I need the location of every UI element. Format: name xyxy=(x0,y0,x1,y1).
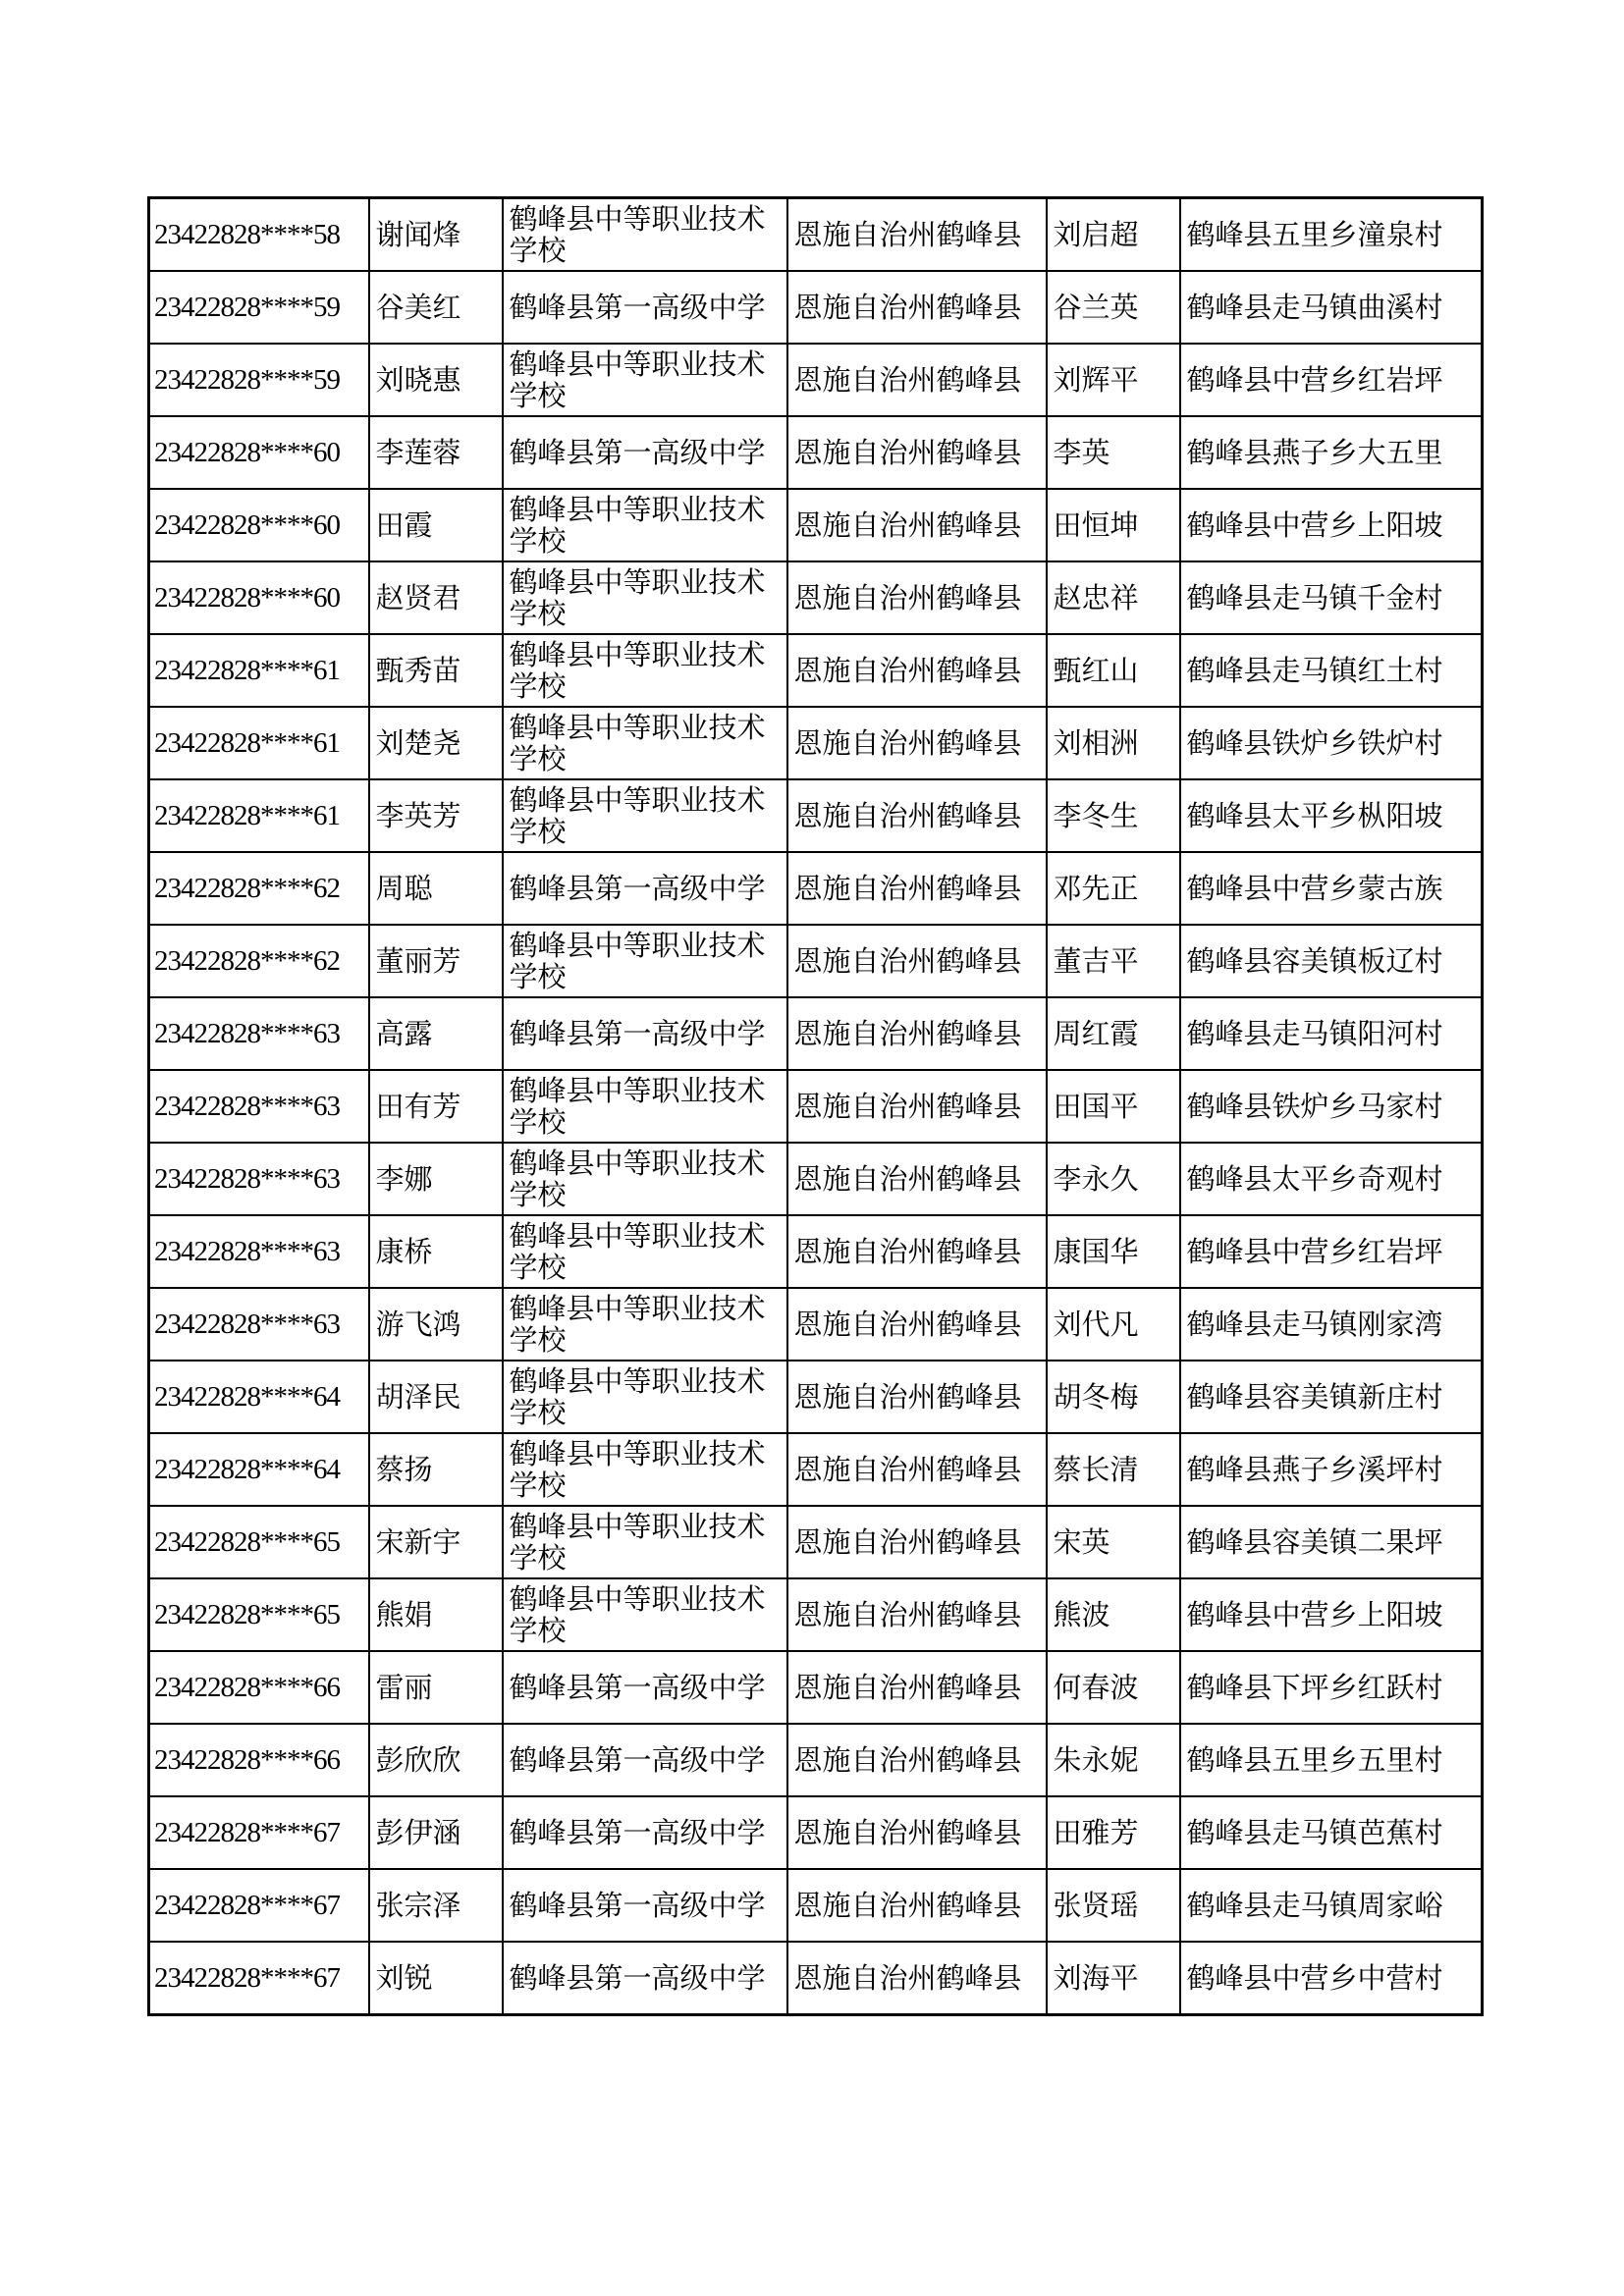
id-number-cell: 23422828****67 xyxy=(149,1796,369,1869)
student-name-cell: 宋新宇 xyxy=(369,1506,503,1578)
student-name-cell: 赵贤君 xyxy=(369,561,503,634)
table-row xyxy=(149,852,1483,925)
student-name-cell: 彭伊涵 xyxy=(369,1796,503,1869)
school-cell: 鹤峰县中等职业技术学校 xyxy=(503,561,787,634)
roster-table xyxy=(147,196,1484,2016)
table-row xyxy=(149,1361,1483,1433)
school-cell: 鹤峰县中等职业技术学校 xyxy=(503,1143,787,1215)
guardian-name-cell: 刘启超 xyxy=(1047,198,1180,272)
guardian-name-cell: 朱永妮 xyxy=(1047,1724,1180,1796)
region-cell: 恩施自治州鹤峰县 xyxy=(787,1070,1047,1143)
school-cell: 鹤峰县第一高级中学 xyxy=(503,1724,787,1796)
address-cell: 鹤峰县走马镇刚家湾 xyxy=(1180,1288,1483,1361)
region-cell: 恩施自治州鹤峰县 xyxy=(787,925,1047,997)
address-cell: 鹤峰县走马镇周家峪 xyxy=(1180,1869,1483,1942)
address-cell: 鹤峰县中营乡红岩坪 xyxy=(1180,344,1483,416)
address-cell: 鹤峰县中营乡上阳坡 xyxy=(1180,489,1483,561)
id-number-cell: 23422828****62 xyxy=(149,852,369,925)
table-row xyxy=(149,416,1483,489)
address-cell: 鹤峰县走马镇千金村 xyxy=(1180,561,1483,634)
table-row xyxy=(149,271,1483,344)
student-name-cell: 胡泽民 xyxy=(369,1361,503,1433)
table-row xyxy=(149,1869,1483,1942)
guardian-name-cell: 邓先正 xyxy=(1047,852,1180,925)
guardian-name-cell: 谷兰英 xyxy=(1047,271,1180,344)
id-number-cell: 23422828****60 xyxy=(149,561,369,634)
school-cell: 鹤峰县中等职业技术学校 xyxy=(503,925,787,997)
id-number-cell: 23422828****61 xyxy=(149,779,369,852)
guardian-name-cell: 刘代凡 xyxy=(1047,1288,1180,1361)
id-number-cell: 23422828****61 xyxy=(149,707,369,779)
table-row xyxy=(149,1578,1483,1651)
guardian-name-cell: 董吉平 xyxy=(1047,925,1180,997)
student-name-cell: 李娜 xyxy=(369,1143,503,1215)
id-number-cell: 23422828****61 xyxy=(149,634,369,707)
table-row xyxy=(149,997,1483,1070)
school-cell: 鹤峰县中等职业技术学校 xyxy=(503,1070,787,1143)
address-cell: 鹤峰县容美镇新庄村 xyxy=(1180,1361,1483,1433)
student-name-cell: 董丽芳 xyxy=(369,925,503,997)
region-cell: 恩施自治州鹤峰县 xyxy=(787,634,1047,707)
address-cell: 鹤峰县中营乡蒙古族 xyxy=(1180,852,1483,925)
region-cell: 恩施自治州鹤峰县 xyxy=(787,1143,1047,1215)
school-cell: 鹤峰县第一高级中学 xyxy=(503,1651,787,1724)
address-cell: 鹤峰县燕子乡大五里 xyxy=(1180,416,1483,489)
school-cell: 鹤峰县第一高级中学 xyxy=(503,997,787,1070)
table-row xyxy=(149,1506,1483,1578)
table-row xyxy=(149,1651,1483,1724)
address-cell: 鹤峰县容美镇板辽村 xyxy=(1180,925,1483,997)
region-cell: 恩施自治州鹤峰县 xyxy=(787,1288,1047,1361)
region-cell: 恩施自治州鹤峰县 xyxy=(787,1506,1047,1578)
guardian-name-cell: 田恒坤 xyxy=(1047,489,1180,561)
table-row xyxy=(149,779,1483,852)
address-cell: 鹤峰县太平乡奇观村 xyxy=(1180,1143,1483,1215)
school-cell: 鹤峰县中等职业技术学校 xyxy=(503,489,787,561)
table-row xyxy=(149,925,1483,997)
school-cell: 鹤峰县第一高级中学 xyxy=(503,1942,787,2015)
student-name-cell: 刘晓惠 xyxy=(369,344,503,416)
id-number-cell: 23422828****63 xyxy=(149,1070,369,1143)
table-row xyxy=(149,1215,1483,1288)
student-name-cell: 田霞 xyxy=(369,489,503,561)
id-number-cell: 23422828****64 xyxy=(149,1433,369,1506)
school-cell: 鹤峰县中等职业技术学校 xyxy=(503,1578,787,1651)
table-row xyxy=(149,561,1483,634)
address-cell: 鹤峰县下坪乡红跃村 xyxy=(1180,1651,1483,1724)
region-cell: 恩施自治州鹤峰县 xyxy=(787,1433,1047,1506)
table-row xyxy=(149,344,1483,416)
table-row xyxy=(149,1433,1483,1506)
region-cell: 恩施自治州鹤峰县 xyxy=(787,1578,1047,1651)
region-cell: 恩施自治州鹤峰县 xyxy=(787,1215,1047,1288)
student-name-cell: 高露 xyxy=(369,997,503,1070)
guardian-name-cell: 张贤瑶 xyxy=(1047,1869,1180,1942)
address-cell: 鹤峰县容美镇二果坪 xyxy=(1180,1506,1483,1578)
guardian-name-cell: 刘辉平 xyxy=(1047,344,1180,416)
student-name-cell: 谢闻烽 xyxy=(369,198,503,272)
school-cell: 鹤峰县第一高级中学 xyxy=(503,416,787,489)
id-number-cell: 23422828****66 xyxy=(149,1724,369,1796)
id-number-cell: 23422828****65 xyxy=(149,1506,369,1578)
region-cell: 恩施自治州鹤峰县 xyxy=(787,1651,1047,1724)
id-number-cell: 23422828****63 xyxy=(149,1288,369,1361)
school-cell: 鹤峰县中等职业技术学校 xyxy=(503,1215,787,1288)
guardian-name-cell: 康国华 xyxy=(1047,1215,1180,1288)
guardian-name-cell: 熊波 xyxy=(1047,1578,1180,1651)
student-name-cell: 张宗泽 xyxy=(369,1869,503,1942)
id-number-cell: 23422828****65 xyxy=(149,1578,369,1651)
table-row xyxy=(149,1724,1483,1796)
student-name-cell: 刘楚尧 xyxy=(369,707,503,779)
id-number-cell: 23422828****59 xyxy=(149,344,369,416)
student-name-cell: 周聪 xyxy=(369,852,503,925)
address-cell: 鹤峰县燕子乡溪坪村 xyxy=(1180,1433,1483,1506)
student-name-cell: 熊娟 xyxy=(369,1578,503,1651)
address-cell: 鹤峰县铁炉乡铁炉村 xyxy=(1180,707,1483,779)
region-cell: 恩施自治州鹤峰县 xyxy=(787,1942,1047,2015)
id-number-cell: 23422828****67 xyxy=(149,1869,369,1942)
region-cell: 恩施自治州鹤峰县 xyxy=(787,344,1047,416)
region-cell: 恩施自治州鹤峰县 xyxy=(787,852,1047,925)
roster-table-body xyxy=(149,198,1483,2015)
address-cell: 鹤峰县太平乡枞阳坡 xyxy=(1180,779,1483,852)
student-name-cell: 彭欣欣 xyxy=(369,1724,503,1796)
id-number-cell: 23422828****63 xyxy=(149,1215,369,1288)
student-name-cell: 李英芳 xyxy=(369,779,503,852)
student-name-cell: 蔡扬 xyxy=(369,1433,503,1506)
id-number-cell: 23422828****66 xyxy=(149,1651,369,1724)
address-cell: 鹤峰县走马镇阳河村 xyxy=(1180,997,1483,1070)
address-cell: 鹤峰县走马镇红土村 xyxy=(1180,634,1483,707)
guardian-name-cell: 蔡长清 xyxy=(1047,1433,1180,1506)
school-cell: 鹤峰县第一高级中学 xyxy=(503,1796,787,1869)
school-cell: 鹤峰县中等职业技术学校 xyxy=(503,198,787,272)
guardian-name-cell: 田雅芳 xyxy=(1047,1796,1180,1869)
school-cell: 鹤峰县第一高级中学 xyxy=(503,1869,787,1942)
region-cell: 恩施自治州鹤峰县 xyxy=(787,416,1047,489)
student-name-cell: 谷美红 xyxy=(369,271,503,344)
table-row xyxy=(149,634,1483,707)
school-cell: 鹤峰县中等职业技术学校 xyxy=(503,1433,787,1506)
address-cell: 鹤峰县走马镇曲溪村 xyxy=(1180,271,1483,344)
id-number-cell: 23422828****62 xyxy=(149,925,369,997)
school-cell: 鹤峰县中等职业技术学校 xyxy=(503,1506,787,1578)
region-cell: 恩施自治州鹤峰县 xyxy=(787,779,1047,852)
table-row xyxy=(149,1796,1483,1869)
id-number-cell: 23422828****63 xyxy=(149,997,369,1070)
guardian-name-cell: 李永久 xyxy=(1047,1143,1180,1215)
school-cell: 鹤峰县中等职业技术学校 xyxy=(503,1288,787,1361)
region-cell: 恩施自治州鹤峰县 xyxy=(787,1361,1047,1433)
student-name-cell: 李莲蓉 xyxy=(369,416,503,489)
id-number-cell: 23422828****63 xyxy=(149,1143,369,1215)
school-cell: 鹤峰县中等职业技术学校 xyxy=(503,634,787,707)
guardian-name-cell: 刘海平 xyxy=(1047,1942,1180,2015)
id-number-cell: 23422828****60 xyxy=(149,416,369,489)
id-number-cell: 23422828****58 xyxy=(149,198,369,272)
region-cell: 恩施自治州鹤峰县 xyxy=(787,707,1047,779)
region-cell: 恩施自治州鹤峰县 xyxy=(787,1796,1047,1869)
school-cell: 鹤峰县第一高级中学 xyxy=(503,852,787,925)
region-cell: 恩施自治州鹤峰县 xyxy=(787,271,1047,344)
guardian-name-cell: 李冬生 xyxy=(1047,779,1180,852)
school-cell: 鹤峰县第一高级中学 xyxy=(503,271,787,344)
region-cell: 恩施自治州鹤峰县 xyxy=(787,1724,1047,1796)
address-cell: 鹤峰县五里乡潼泉村 xyxy=(1180,198,1483,272)
address-cell: 鹤峰县中营乡上阳坡 xyxy=(1180,1578,1483,1651)
student-name-cell: 游飞鸿 xyxy=(369,1288,503,1361)
student-name-cell: 甄秀苗 xyxy=(369,634,503,707)
id-number-cell: 23422828****60 xyxy=(149,489,369,561)
school-cell: 鹤峰县中等职业技术学校 xyxy=(503,707,787,779)
guardian-name-cell: 田国平 xyxy=(1047,1070,1180,1143)
school-cell: 鹤峰县中等职业技术学校 xyxy=(503,344,787,416)
guardian-name-cell: 赵忠祥 xyxy=(1047,561,1180,634)
region-cell: 恩施自治州鹤峰县 xyxy=(787,1869,1047,1942)
student-name-cell: 雷丽 xyxy=(369,1651,503,1724)
table-row xyxy=(149,1070,1483,1143)
student-name-cell: 刘锐 xyxy=(369,1942,503,2015)
guardian-name-cell: 胡冬梅 xyxy=(1047,1361,1180,1433)
address-cell: 鹤峰县铁炉乡马家村 xyxy=(1180,1070,1483,1143)
student-name-cell: 康桥 xyxy=(369,1215,503,1288)
guardian-name-cell: 甄红山 xyxy=(1047,634,1180,707)
guardian-name-cell: 刘相洲 xyxy=(1047,707,1180,779)
table-row xyxy=(149,489,1483,561)
region-cell: 恩施自治州鹤峰县 xyxy=(787,198,1047,272)
table-row xyxy=(149,198,1483,272)
table-row xyxy=(149,1288,1483,1361)
address-cell: 鹤峰县中营乡中营村 xyxy=(1180,1942,1483,2015)
table-row xyxy=(149,1143,1483,1215)
address-cell: 鹤峰县五里乡五里村 xyxy=(1180,1724,1483,1796)
region-cell: 恩施自治州鹤峰县 xyxy=(787,489,1047,561)
guardian-name-cell: 李英 xyxy=(1047,416,1180,489)
guardian-name-cell: 何春波 xyxy=(1047,1651,1180,1724)
region-cell: 恩施自治州鹤峰县 xyxy=(787,561,1047,634)
address-cell: 鹤峰县走马镇芭蕉村 xyxy=(1180,1796,1483,1869)
id-number-cell: 23422828****64 xyxy=(149,1361,369,1433)
student-name-cell: 田有芳 xyxy=(369,1070,503,1143)
id-number-cell: 23422828****59 xyxy=(149,271,369,344)
school-cell: 鹤峰县中等职业技术学校 xyxy=(503,1361,787,1433)
id-number-cell: 23422828****67 xyxy=(149,1942,369,2015)
guardian-name-cell: 宋英 xyxy=(1047,1506,1180,1578)
school-cell: 鹤峰县中等职业技术学校 xyxy=(503,779,787,852)
address-cell: 鹤峰县中营乡红岩坪 xyxy=(1180,1215,1483,1288)
guardian-name-cell: 周红霞 xyxy=(1047,997,1180,1070)
region-cell: 恩施自治州鹤峰县 xyxy=(787,997,1047,1070)
table-row xyxy=(149,707,1483,779)
table-row xyxy=(149,1942,1483,2015)
